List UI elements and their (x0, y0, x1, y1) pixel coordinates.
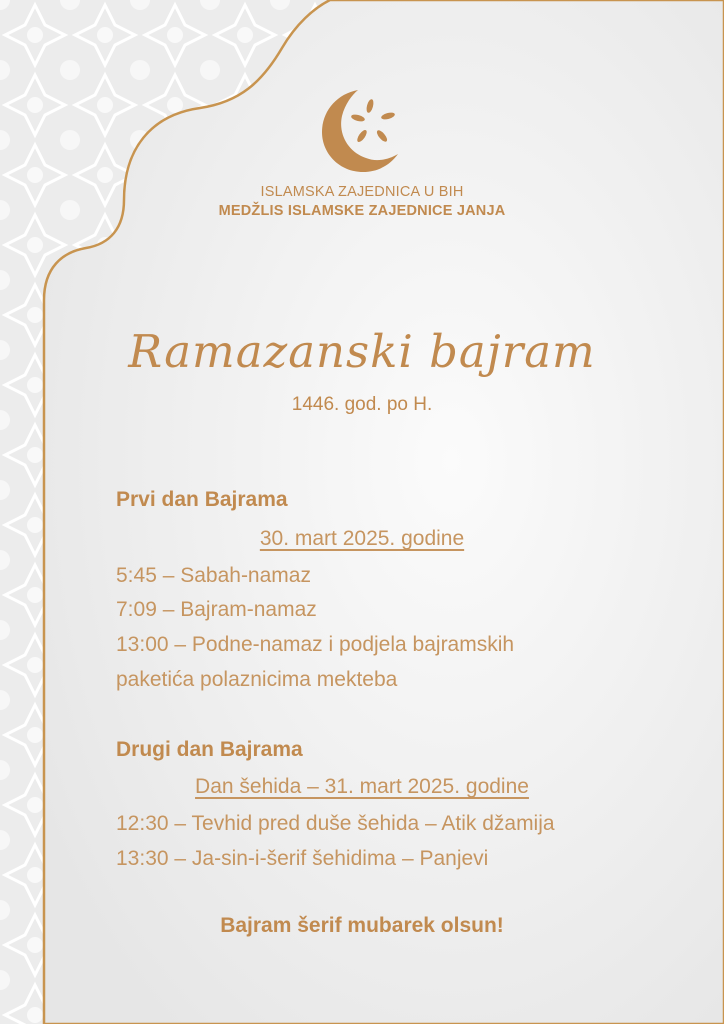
org-name-line-2: MEDŽLIS ISLAMSKE ZAJEDNICE JANJA (218, 203, 506, 219)
day2-heading: Drugi dan Bajrama (116, 738, 303, 761)
schedule-item: 13:30 – Ja-sin-i-šerif šehidima – Panjevi (116, 847, 489, 870)
page-subtitle: 1446. god. po H. (291, 394, 433, 415)
org-name-line-1: ISLAMSKA ZAJEDNICA U BIH (260, 184, 464, 200)
page-title: Ramazanski bajram (128, 325, 596, 378)
crescent-star-icon (318, 88, 408, 174)
schedule-item: 7:09 – Bajram-namaz (116, 598, 317, 621)
schedule-item: 5:45 – Sabah-namaz (116, 564, 311, 587)
schedule-item: 13:00 – Podne-namaz i podjela bajramskih (116, 633, 515, 656)
schedule-item: paketića polaznicima mekteba (116, 668, 398, 691)
day2-date: Dan šehida – 31. mart 2025. godine (195, 775, 529, 798)
schedule-item: 12:30 – Tevhid pred duše šehida – Atik džamija (116, 812, 555, 835)
day1-heading: Prvi dan Bajrama (116, 488, 288, 511)
day1-date: 30. mart 2025. godine (259, 527, 465, 550)
closing-greeting: Bajram šerif mubarek olsun! (220, 914, 504, 937)
